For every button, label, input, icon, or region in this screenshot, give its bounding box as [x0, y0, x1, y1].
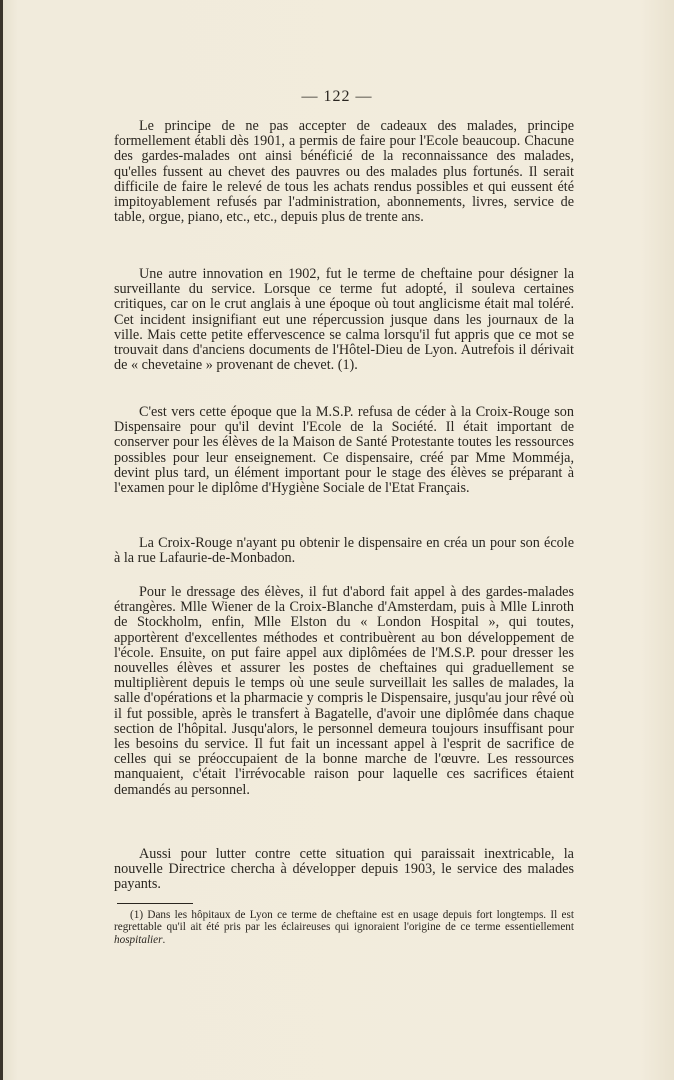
- footnote-rule: [117, 903, 193, 904]
- paragraph-text: Le principe de ne pas accepter de cadeaux des malades, principe formellement établi dès 1901, a permis de faire pour l'Ecole beaucoup. Chacune des gardes-malades ont ainsi bénéficié de la reconnaissance des malades, qu'elles fussent au chevet des pauvres ou des malades plus fortunés. Il serait difficile de faire le relevé de tous les achats rendus possibles et qui eussent été impitoyablement refusés par l'administration, abonnements, livres, service de table, orgue, piano, etc., etc., depuis plus de trente ans.: [114, 118, 574, 226]
- footnote-text: (1) Dans les hôpitaux de Lyon ce terme de cheftaine est en usage depuis fort longtemps. Il est regrettable qu'il ait été pris par les éclaireuses qui ignoraient l'origine de ce terme essentiellement: [114, 909, 574, 934]
- paragraph-2: [114, 267, 574, 373]
- paragraph-6: [114, 847, 574, 893]
- paragraph-5: [114, 585, 574, 798]
- paragraph-text: Pour le dressage des élèves, il fut d'abord fait appel à des gardes-malades étrangères. Mlle Wiener de la Croix-Blanche d'Amsterdam, puis à Mlle Linroth de Stockholm, enfin, Mlle Elston du « London Hospital », qui toutes, apportèrent d'excellentes méthodes et contribuèrent au bon développement de l'école. Ensuite, on put faire appel aux diplômées de l'M.S.P. pour dresser les nouvelles élèves et assurer les postes de cheftaines qui graduellement se multiplièrent depuis le temps où une seule surveillait les salles de malades, la salle d'opérations et la pharmacie y compris le Dispensaire, jusqu'au jour rêvé où il fut possible, après le transfert à Bagatelle, d'avoir une diplômée dans chaque section de l'hôpital. Jusqu'alors, le personnel demeura toujours insuffisant pour les besoins du service. Il fut fait un incessant appel à l'esprit de sacrifice de celles qui se préoccupaient de la bonne marche de l'œuvre. Les ressources manquaient, c'était l'irrévocable raison pour laquelle ces sacrifices étaient demandés au personnel.: [114, 584, 574, 798]
- page-number: — 122 —: [301, 88, 373, 105]
- paragraph-text: Aussi pour lutter contre cette situation qui paraissait inextricable, la nouvelle Directrice chercha à développer depuis 1903, le service des malades payants.: [114, 846, 574, 893]
- paragraph-text: C'est vers cette époque que la M.S.P. refusa de céder à la Croix-Rouge son Dispensaire pour qu'il devint l'Ecole de la Société. Il était important de conserver pour les élèves de la Maison de Santé Protestante toutes les ressources possibles pour leur enseignement. Ce dispensaire, créé par Mme Momméja, devint plus tard, un élément important pour le stage des élèves se préparant à l'examen pour le diplôme d'Hygiène Sociale de l'Etat Français.: [114, 404, 574, 497]
- paragraph-1: [114, 119, 574, 225]
- paragraph-4: [114, 536, 574, 566]
- paragraph-text: Une autre innovation en 1902, fut le terme de cheftaine pour désigner la surveillante du service. Lorsque ce terme fut adopté, il souleva certaines critiques, car on le crut anglais à une époque où tout anglicisme était mal toléré. Cet incident insignifiant eut une répercussion jusque dans les journaux de la ville. Mais cette petite effervescence se calma lorsqu'il fut appris que ce mot se trouvait dans d'anciens documents de l'Hôtel-Dieu de Lyon. Autrefois il dérivait de « chevetaine » provenant de chevet. (1).: [114, 266, 574, 374]
- footnote: [114, 909, 574, 946]
- paragraph-text: La Croix-Rouge n'ayant pu obtenir le dispensaire en créa un pour son école à la rue Lafaurie-de-Monbadon.: [114, 535, 574, 567]
- page-edge: [0, 0, 3, 1080]
- footnote-end: .: [162, 933, 166, 946]
- paragraph-3: [114, 405, 574, 496]
- footnote-emphasis: hospitalier: [114, 933, 163, 946]
